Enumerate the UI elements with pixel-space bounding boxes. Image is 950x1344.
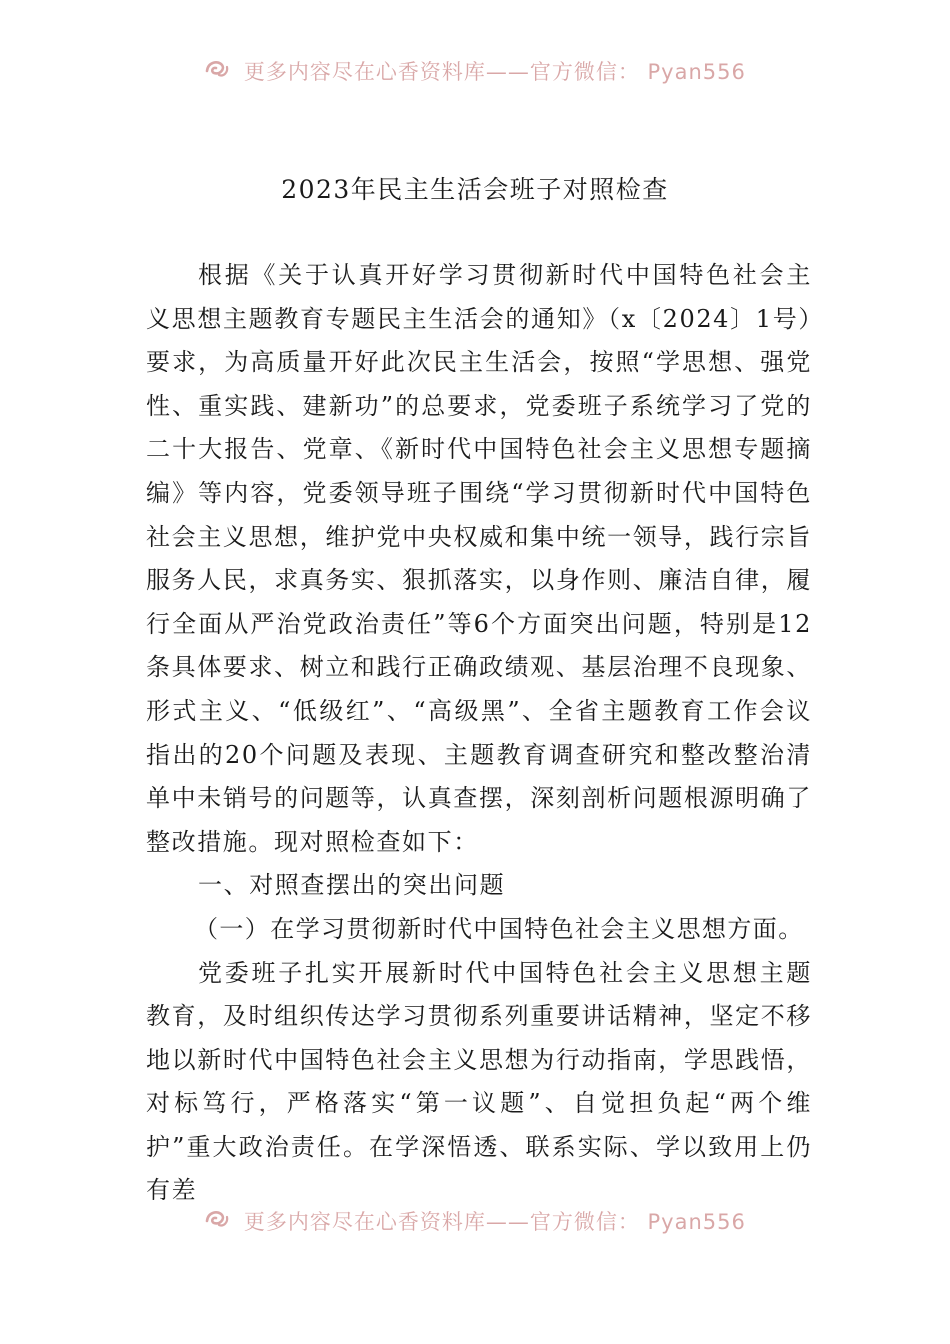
intro-paragraph: 根据《关于认真开好学习贯彻新时代中国特色社会主义思想主题教育专题民主生活会的通知》（x〔2024〕1号）要求，为高质量开好此次民主生活会，按照“学思想、强党性、重实践、建新功”的总要求，党委班子系统学习了党的二十大报告、党章、《新时代中国特色社会主义思想专题摘编》等内容，党委领导班子围绕“学习贯彻新时代中国特色社会主义思想，维护党中央权威和集中统一领导，践行宗旨服务人民，求真务实、狠抓落实，以身作则、廉洁自律，履行全面从严治党政治责任”等6个方面突出问题，特别是12条具体要求、树立和践行正确政绩观、基层治理不良现象、形式主义、“低级红”、“高级黑”、全省主题教育工作会议指出的20个问题及表现、主题教育调查研究和整改整治清单中未销号的问题等，认真查摆，深刻剖析问题根源明确了整改措施。现对照检查如下：	[146, 261, 812, 856]
swirl-logo-icon	[204, 1207, 230, 1237]
document-body	[146, 254, 812, 1213]
watermark-footer	[0, 1206, 950, 1236]
section-heading: 一、对照查摆出的突出问题	[198, 871, 506, 900]
document-title: 2023年民主生活会班子对照检查	[281, 175, 669, 204]
swirl-logo-icon	[204, 57, 230, 87]
watermark-text: 更多内容尽在心香资料库——官方微信： Pyan556	[243, 1210, 746, 1234]
watermark-text: 更多内容尽在心香资料库——官方微信： Pyan556	[243, 60, 746, 84]
section-paragraph: 党委班子扎实开展新时代中国特色社会主义思想主题教育，及时组织传达学习贯彻系列重要讲话精神，坚定不移地以新时代中国特色社会主义思想为行动指南，学思践悟，对标笃行，严格落实“第一议题”、自觉担负起“两个维护”重大政治责任。在学深悟透、联系实际、学以致用上仍有差	[146, 958, 812, 1205]
subsection-heading: （一）在学习贯彻新时代中国特色社会主义思想方面。	[194, 914, 804, 943]
watermark-header	[0, 56, 950, 86]
